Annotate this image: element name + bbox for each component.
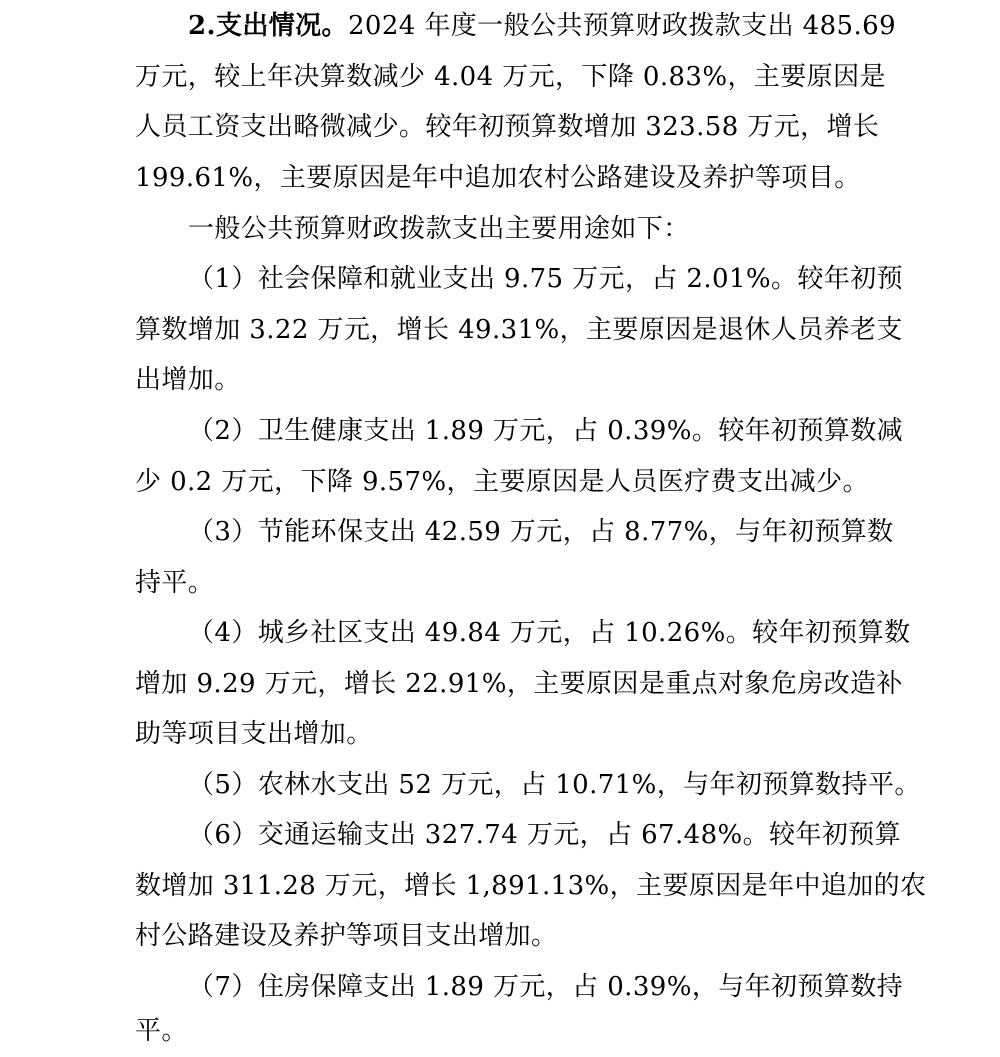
item-3-line-2: 持平。 [135,568,215,598]
item-1-line-1: （1）社会保障和就业支出 9.75 万元，占 2.01%。较年初预 [188,264,904,294]
item-1-line-2: 算数增加 3.22 万元，增长 49.31%，主要原因是退休人员养老支 [135,315,903,345]
item-2-line-2: 少 0.2 万元，下降 9.57%，主要原因是人员医疗费支出减少。 [135,467,869,497]
section-heading: 2.支出情况。 [188,11,348,41]
paragraph-expenditure-line-4: 199.61%，主要原因是年中追加农村公路建设及养护等项目。 [135,163,861,193]
item-5-line-1: （5）农林水支出 52 万元，占 10.71%，与年初预算数持平。 [188,770,921,800]
paragraph-expenditure-line-2: 万元，较上年决算数减少 4.04 万元，下降 0.83%，主要原因是 [135,62,886,92]
line-text: 2024 年度一般公共预算财政拨款支出 485.69 [347,11,897,41]
item-7-line-2: 平。 [135,1016,188,1046]
item-2-line-1: （2）卫生健康支出 1.89 万元，占 0.39%。较年初预算数减 [188,416,904,446]
item-6-line-1: （6）交通运输支出 327.74 万元，占 67.48%。较年初预算 [188,820,902,850]
item-3-line-1: （3）节能环保支出 42.59 万元，占 8.77%，与年初预算数 [188,517,894,547]
item-6-line-2: 数增加 311.28 万元，增长 1,891.13%，主要原因是年中追加的农 [135,871,927,901]
item-4-line-3: 助等项目支出增加。 [135,719,373,749]
paragraph-usage-intro: 一般公共预算财政拨款支出主要用途如下： [188,214,690,244]
item-4-line-1: （4）城乡社区支出 49.84 万元，占 10.26%。较年初预算数 [188,618,911,648]
paragraph-expenditure-line-3: 人员工资支出略微减少。较年初预算数增加 323.58 万元，增长 [135,112,880,142]
item-4-line-2: 增加 9.29 万元，增长 22.91%，主要原因是重点对象危房改造补 [135,669,903,699]
item-7-line-1: （7）住房保障支出 1.89 万元，占 0.39%，与年初预算数持 [188,972,904,1002]
paragraph-expenditure-line-1 [188,1,1000,52]
item-6-line-3: 村公路建设及养护等项目支出增加。 [135,921,558,951]
item-1-line-3: 出增加。 [135,365,241,395]
